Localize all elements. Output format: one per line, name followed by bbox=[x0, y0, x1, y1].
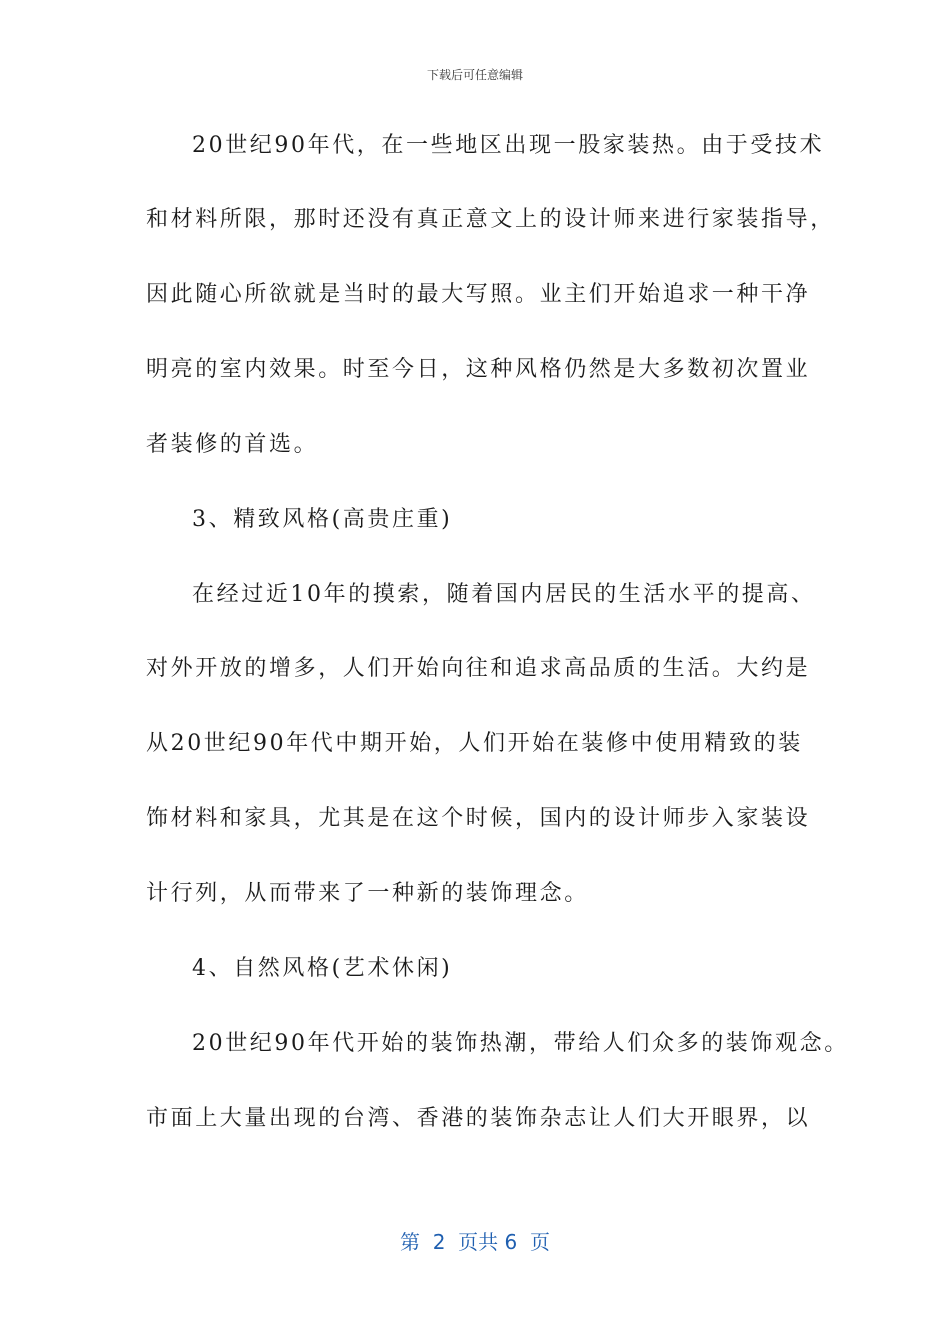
page-header: 下载后可任意编辑 bbox=[426, 68, 523, 82]
body-line: 市面上大量出现的台湾、香港的装饰杂志让人们大开眼界，以 bbox=[146, 1106, 811, 1131]
body-line: 20世纪90年代，在一些地区出现一股家装热。由于受技术 bbox=[192, 133, 825, 158]
body-line: 在经过近10年的摸索，随着国内居民的生活水平的提高、 bbox=[192, 582, 816, 607]
section-heading: 4、自然风格(艺术休闲) bbox=[192, 956, 453, 981]
body-line: 明亮的室内效果。时至今日，这种风格仍然是大多数初次置业 bbox=[146, 357, 811, 382]
body-line: 从20世纪90年代中期开始，人们开始在装修中使用精致的装 bbox=[146, 731, 803, 756]
body-line: 因此随心所欲就是当时的最大写照。业主们开始追求一种干净 bbox=[146, 282, 811, 307]
body-line: 20世纪90年代开始的装饰热潮，带给人们众多的装饰观念。 bbox=[192, 1031, 849, 1056]
page-number-footer: 第 2 页共 6 页 bbox=[400, 1230, 550, 1254]
body-line: 和材料所限，那时还没有真正意文上的设计师来进行家装指导， bbox=[146, 207, 835, 232]
section-heading: 3、精致风格(高贵庄重) bbox=[192, 507, 453, 532]
body-line: 计行列，从而带来了一种新的装饰理念。 bbox=[146, 881, 589, 906]
body-line: 对外开放的增多，人们开始向往和追求高品质的生活。大约是 bbox=[146, 656, 811, 681]
body-line: 者装修的首选。 bbox=[146, 432, 319, 457]
body-line: 饰材料和家具，尤其是在这个时候，国内的设计师步入家装设 bbox=[146, 806, 811, 831]
